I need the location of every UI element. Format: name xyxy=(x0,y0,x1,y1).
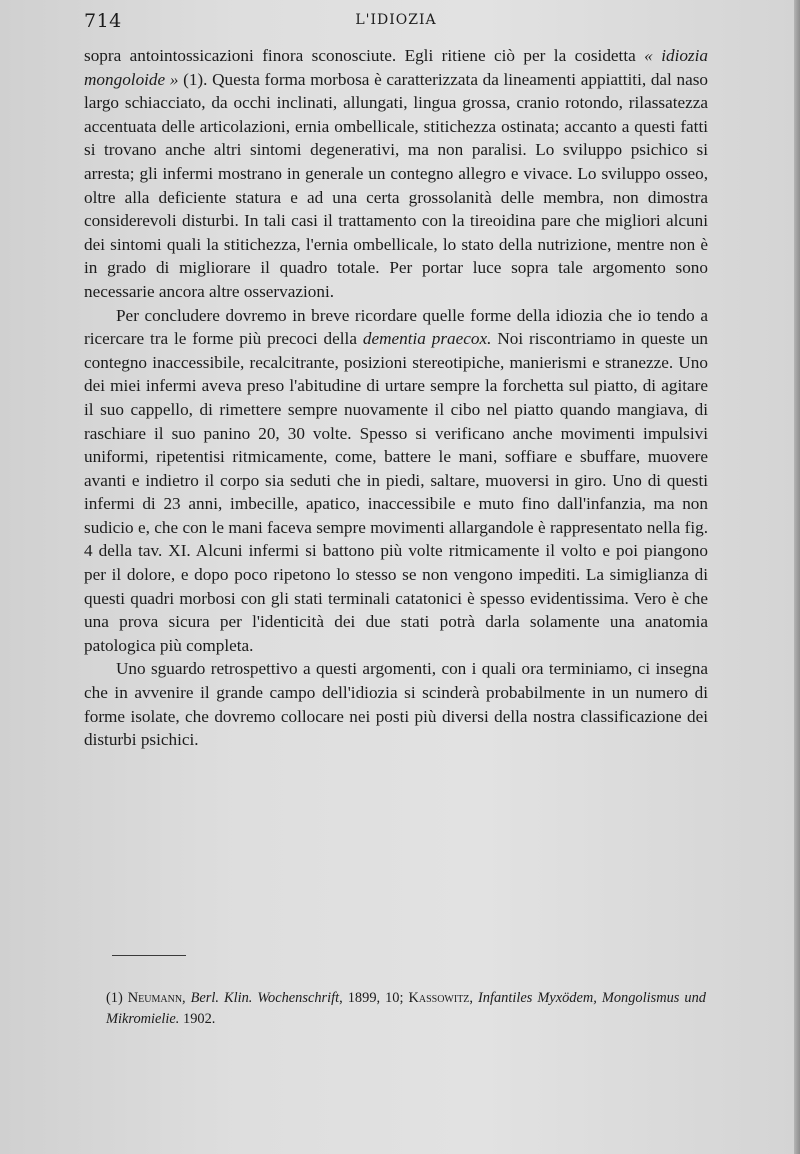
page-header xyxy=(84,10,708,36)
running-title: L'IDIOZIA xyxy=(355,12,437,28)
footnote-rule xyxy=(112,955,186,956)
footnote xyxy=(106,988,706,1030)
body-text xyxy=(84,44,708,752)
paragraph-3: Uno sguardo retrospettivo a questi argomenti, con i quali ora terminiamo, ci insegna che in avvenire il grande campo dell'idiozia si scinderà probabilmente in un numero di forme isolate, che dovremo collocare nei posti più diversi della nostra classificazione dei disturbi psichici. xyxy=(84,659,708,750)
paragraph-1-part1: sopra antointossicazioni finora sconosciute. Egli ritiene ciò per la cosidetta xyxy=(84,46,645,65)
footnote-sep-2: , 1899, 10; xyxy=(339,990,409,1006)
paragraph-1 xyxy=(84,44,708,304)
paragraph-2 xyxy=(84,304,708,658)
paragraph-2-part2: Noi riscontriamo in queste un contegno inaccessibile, recalcitrante, posizioni stereotipiche, manierismi e stranezze. Uno dei miei infermi aveva preso l'abitudine di urtare sempre la forchetta sul piatto, di agitare il suo cappello, di rimettere sempre nuovamente il cibo nel piatto quando mangiava, di raschiare il suo panino 20, 30 volte. Spesso si verificano anche movimenti impulsivi uniformi, ripetentisi ritmicamente, come, battere le mani, soffiare e sbuffare, muovere avanti e indietro il corpo sia seduti che in piedi, saltare, muoversi in giro. Uno di questi infermi di 23 anni, imbecille, apatico, inaccessibile e muto fino dall'infanzia, ma non sudicio e, che con le mani faceva sempre movimenti allargandole è rappresentato nella fig. 4 della tav. XI. Alcuni infermi si battono più volte ritmicamente il volto e poi piangono per il dolore, e dopo poco ripetono lo stesso se non vengono impediti. La simiglianza di questi quadri morbosi con gli stati terminali catatonici è spesso evidentissima. Vero è che una prova sicura per l'identicità dei due stati potrà darla solamente una anatomia patologica più completa. xyxy=(84,329,709,655)
footnote-journal: Berl. Klin. Wochenschrift xyxy=(190,990,340,1006)
footnote-author-2: Kassowitz xyxy=(408,990,470,1006)
footnote-text xyxy=(106,988,706,1030)
footnote-sep-3: , xyxy=(469,990,478,1006)
footnote-sep-1: , xyxy=(182,990,191,1006)
paragraph-1-italic: « idiozia mongoloide » xyxy=(84,46,708,89)
footnote-author-1: Neumann xyxy=(127,990,183,1006)
paragraph-2-italic: dementia praecox. xyxy=(362,329,492,349)
page-edge-shadow xyxy=(794,0,800,1154)
footnote-title: Infantiles Myxödem, Mongolismus und Mikromielie. xyxy=(106,990,706,1027)
paragraph-1-part2: (1). Questa forma morbosa è caratterizzata da lineamenti appiattiti, dal naso largo schiacciato, da occhi inclinati, allungati, lingua grossa, cranio rotondo, rilassatezza accentuata delle articolazioni, ernia ombellicale, stitichezza ostinata; accanto a questi fatti si trovano anche altri sintomi degenerativi, ma non paralisi. Lo sviluppo psichico si arresta; gli infermi mostrano in generale un contegno allegro e vivace. Lo sviluppo osseo, oltre alla deficiente statura e ad una certa grossolanità delle membra, non dimostra considerevoli disturbi. In tali casi il trattamento con la tireoidina pare che migliori alcuni dei sintomi quali la stitichezza, l'ernia ombellicale, lo stato della nutrizione, mentre non è in grado di migliorare il quadro totale. Per portar luce sopra tale argomento sono necessarie ancora altre osservazioni. xyxy=(84,69,708,301)
page-number: 714 xyxy=(84,10,122,32)
footnote-year: 1902. xyxy=(179,1011,216,1027)
paragraph-2-part1: Per concludere dovremo in breve ricordare quelle forme della idiozia che io tendo a ricercare tra le forme più precoci della xyxy=(84,305,708,349)
footnote-marker: (1) xyxy=(106,990,128,1006)
